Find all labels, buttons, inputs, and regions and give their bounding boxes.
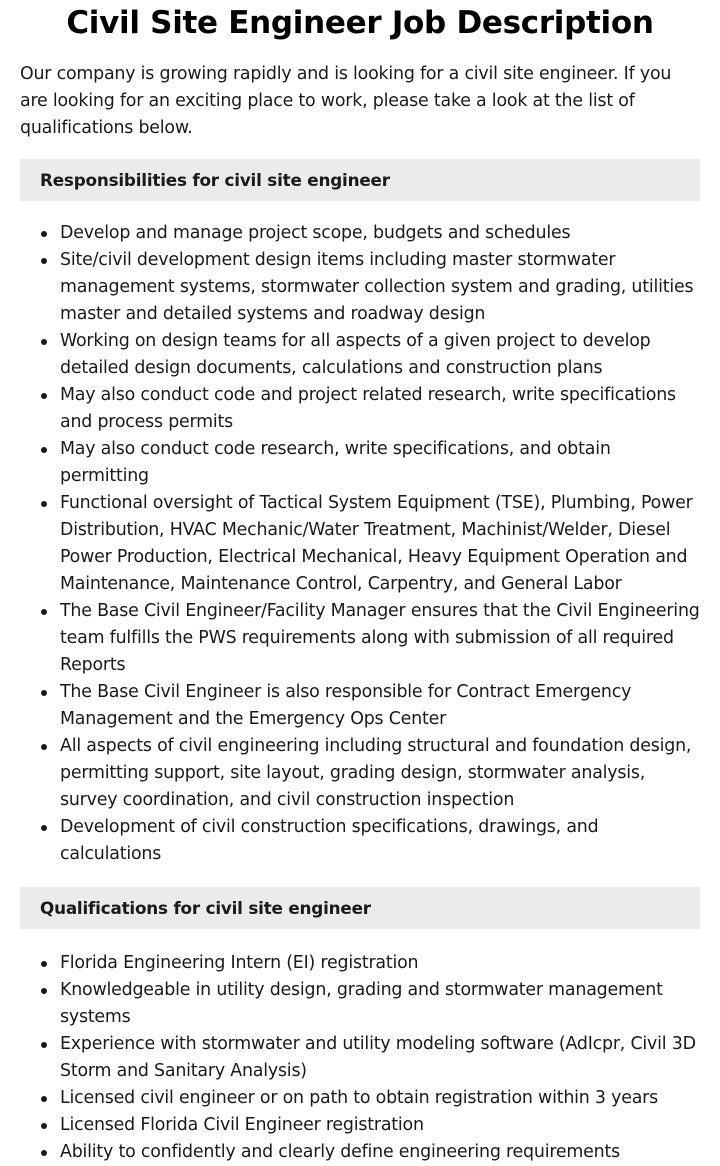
responsibilities-list [20,220,700,868]
responsibility-item: May also conduct code and project related research, write specifications and process permits [20,382,700,436]
responsibility-item: Site/civil development design items including master stormwater management systems, stormwater collection system and grading, utilities master and detailed systems and roadway design [20,247,700,328]
responsibility-item: Develop and manage project scope, budgets and schedules [20,220,700,247]
bullet-icon [41,501,47,507]
page-title: Civil Site Engineer Job Description [66,5,654,41]
qualification-item: Licensed civil engineer or on path to obtain registration within 3 years [20,1085,700,1112]
bullet-icon [41,393,47,399]
bullet-icon [41,231,47,237]
qualifications-list [20,950,700,1166]
bullet-icon [41,609,47,615]
responsibilities-header: Responsibilities for civil site engineer [20,159,700,201]
responsibility-item: The Base Civil Engineer/Facility Manager ensures that the Civil Engineering team fulfills the PWS requirements along with submission of all required Reports [20,598,700,679]
bullet-icon [41,1042,47,1048]
qualification-item: Licensed Florida Civil Engineer registration [20,1112,700,1139]
bullet-icon [41,1150,47,1156]
qualification-item: Experience with stormwater and utility modeling software (AdIcpr, Civil 3D Storm and Sanitary Analysis) [20,1031,700,1085]
responsibility-item: Working on design teams for all aspects of a given project to develop detailed design documents, calculations and construction plans [20,328,700,382]
responsibility-item: All aspects of civil engineering including structural and foundation design, permitting support, site layout, grading design, stormwater analysis, survey coordination, and civil construction inspection [20,733,700,814]
bullet-icon [41,339,47,345]
bullet-icon [41,447,47,453]
responsibility-item: May also conduct code research, write specifications, and obtain permitting [20,436,700,490]
bullet-icon [41,961,47,967]
bullet-icon [41,1096,47,1102]
bullet-icon [41,690,47,696]
bullet-icon [41,744,47,750]
bullet-icon [41,988,47,994]
responsibility-item: Development of civil construction specifications, drawings, and calculations [20,814,700,868]
responsibility-item: Functional oversight of Tactical System Equipment (TSE), Plumbing, Power Distribution, HVAC Mechanic/Water Treatment, Machinist/Welder, Diesel Power Production, Electrical Mechanical, Heavy Equipment Operation and Maintenance, Maintenance Control, Carpentry, and General Labor [20,490,700,598]
bullet-icon [41,825,47,831]
intro-paragraph: Our company is growing rapidly and is looking for a civil site engineer. If you are looking for an exciting place to work, please take a look at the list of qualifications below. [20,64,672,138]
qualifications-header: Qualifications for civil site engineer [20,887,700,929]
bullet-icon [41,1123,47,1129]
responsibility-item: The Base Civil Engineer is also responsible for Contract Emergency Management and the Emergency Ops Center [20,679,700,733]
qualification-item: Knowledgeable in utility design, grading and stormwater management systems [20,977,700,1031]
bullet-icon [41,258,47,264]
qualification-item: Florida Engineering Intern (EI) registration [20,950,700,977]
qualification-item: Ability to confidently and clearly define engineering requirements [20,1139,700,1166]
